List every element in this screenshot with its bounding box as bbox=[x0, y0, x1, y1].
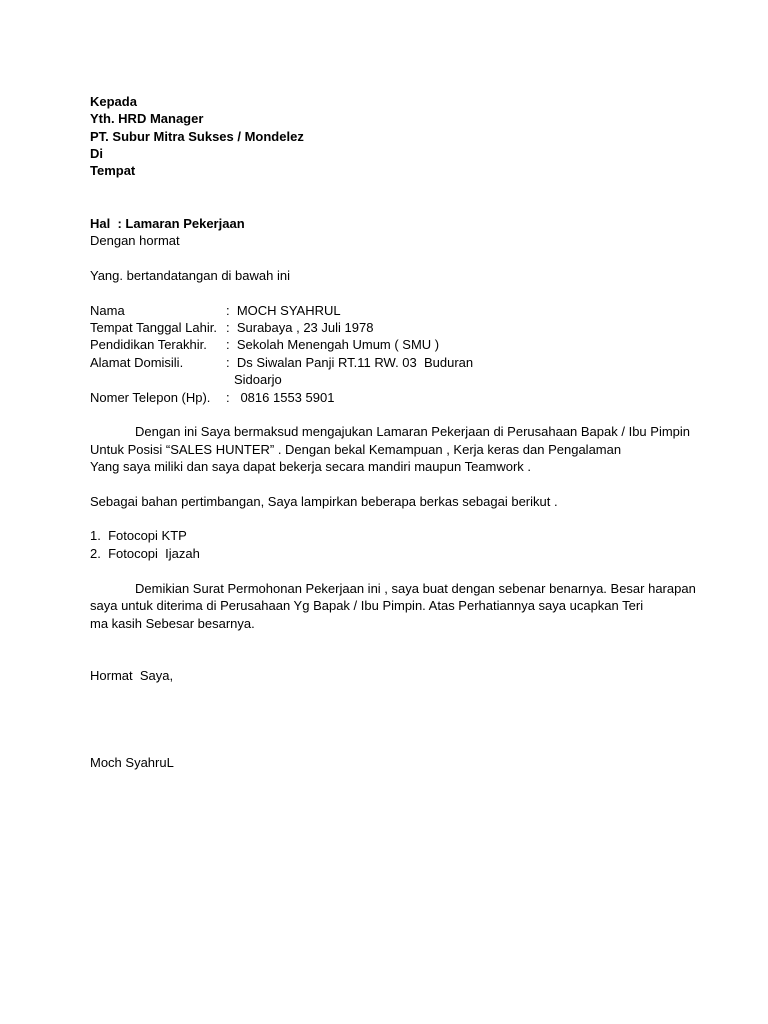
recipient-line: Di bbox=[90, 146, 103, 161]
detail-label: Alamat Domisili. bbox=[90, 355, 184, 370]
signature-name: Moch SyahruL bbox=[90, 755, 174, 770]
body-line: Untuk Posisi “SALES HUNTER” . Dengan bekal Kemampuan , Kerja keras dan Pengalaman bbox=[90, 442, 622, 457]
detail-value-continuation: Sidoarjo bbox=[234, 372, 282, 387]
closing-line: saya untuk diterima di Perusahaan Yg Bapak / Ibu Pimpin. Atas Perhatiannya saya ucapkan Teri bbox=[90, 598, 644, 613]
closing-line: Demikian Surat Permohonan Pekerjaan ini , saya buat dengan sebenar benarnya. Besar harapan bbox=[135, 581, 696, 596]
body-line: Yang saya miliki dan saya dapat bekerja secara mandiri maupun Teamwork . bbox=[90, 459, 532, 474]
detail-value: : Ds Siwalan Panji RT.11 RW. 03 Buduran bbox=[226, 355, 474, 370]
detail-value: : Surabaya , 23 Juli 1978 bbox=[226, 320, 374, 335]
detail-label: Nomer Telepon (Hp). bbox=[90, 390, 211, 405]
detail-label: Nama bbox=[90, 303, 125, 318]
detail-value: : Sekolah Menengah Umum ( SMU ) bbox=[226, 337, 440, 352]
recipient-line: Kepada bbox=[90, 94, 137, 109]
intro-text: Yang. bertandatangan di bawah ini bbox=[90, 268, 290, 283]
recipient-line: Tempat bbox=[90, 163, 136, 178]
detail-label: Tempat Tanggal Lahir. bbox=[90, 320, 217, 335]
detail-label: Pendidikan Terakhir. bbox=[90, 337, 207, 352]
attachments-intro: Sebagai bahan pertimbangan, Saya lampirkan beberapa berkas sebagai berikut . bbox=[90, 494, 558, 509]
body-line: Dengan ini Saya bermaksud mengajukan Lamaran Pekerjaan di Perusahaan Bapak / Ibu Pimpin bbox=[135, 424, 691, 439]
detail-value: : MOCH SYAHRUL bbox=[226, 303, 341, 318]
subject-line: Hal : Lamaran Pekerjaan bbox=[90, 216, 245, 231]
signoff: Hormat Saya, bbox=[90, 668, 174, 683]
recipient-line: PT. Subur Mitra Sukses / Mondelez bbox=[90, 129, 304, 144]
greeting: Dengan hormat bbox=[90, 233, 180, 248]
closing-line: ma kasih Sebesar besarnya. bbox=[90, 616, 255, 631]
attachment-item: 2. Fotocopi Ijazah bbox=[90, 546, 200, 561]
attachment-item: 1. Fotocopi KTP bbox=[90, 528, 187, 543]
detail-value: : 0816 1553 5901 bbox=[226, 390, 335, 405]
recipient-line: Yth. HRD Manager bbox=[90, 111, 204, 126]
